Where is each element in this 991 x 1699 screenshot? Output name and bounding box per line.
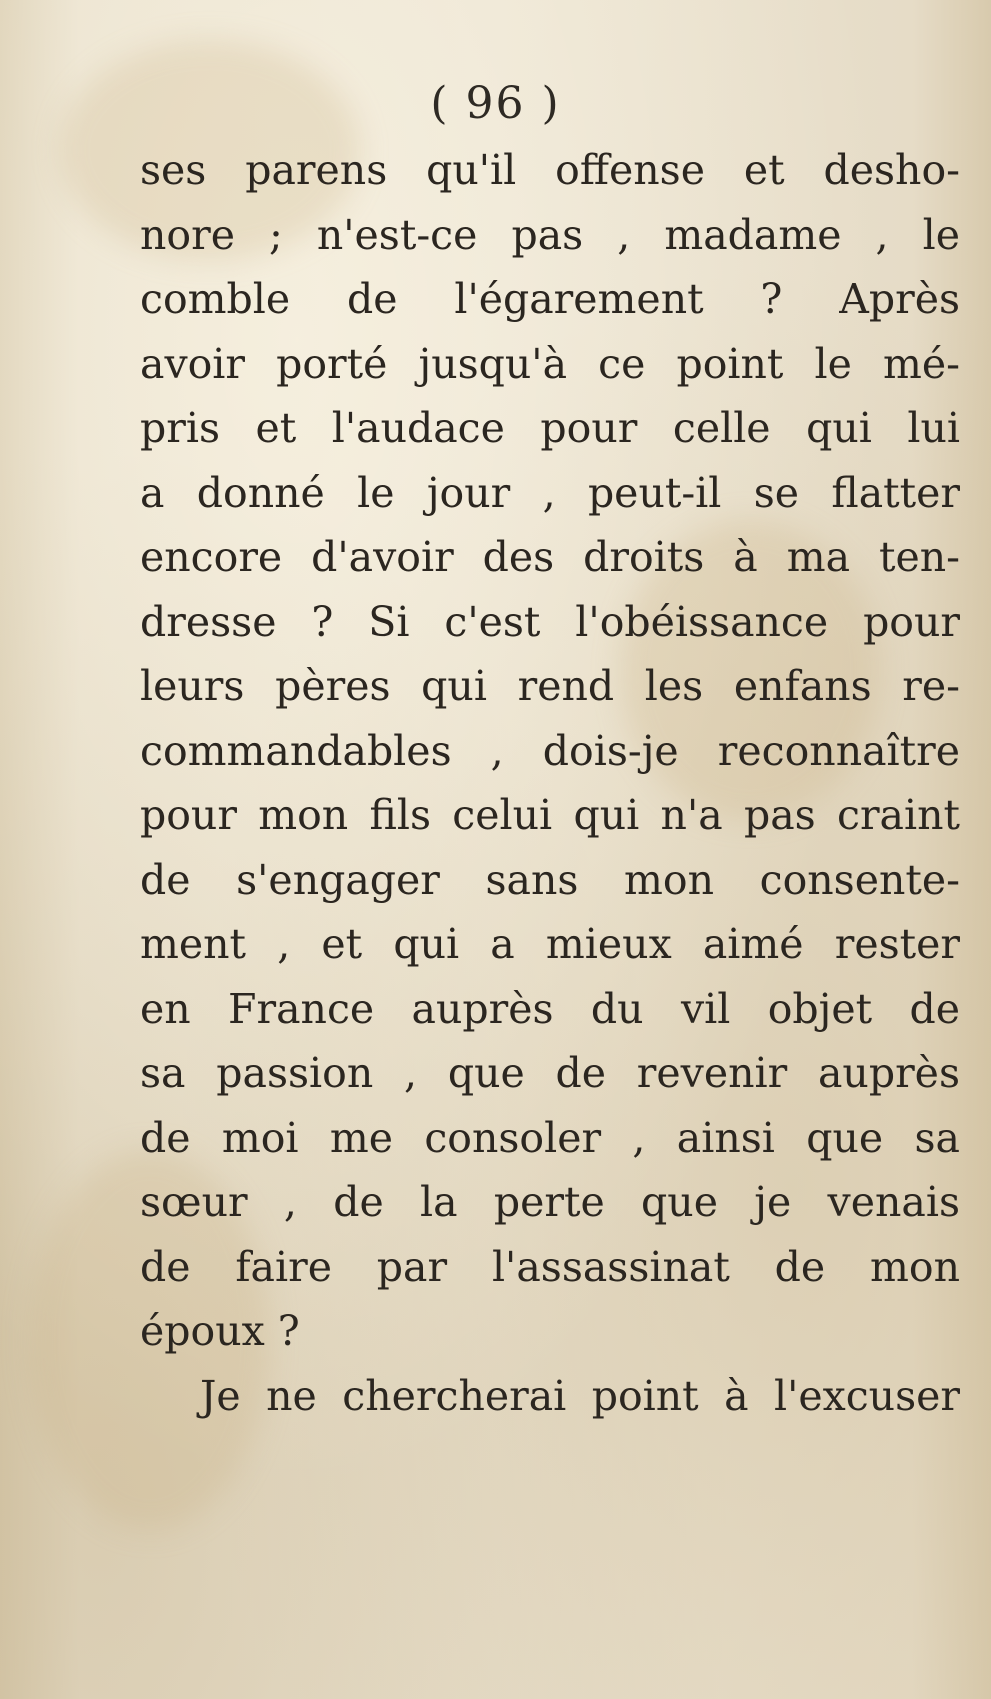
text-line: pris et l'audace pour celle qui lui xyxy=(140,404,960,452)
paragraph-start-line: Je ne chercherai point à l'excuser xyxy=(200,1371,960,1420)
text-line: leurs pères qui rend les enfans re- xyxy=(140,662,960,710)
text-line: comble de l'égarement ? Après xyxy=(140,275,960,323)
text-line: de moi me consoler , ainsi que sa xyxy=(140,1113,960,1162)
text-line: sœur , de la perte que je venais xyxy=(140,1178,960,1226)
text-line: pour mon fils celui qui n'a pas craint xyxy=(140,791,960,839)
text-line: dresse ? Si c'est l'obéissance pour xyxy=(140,597,960,646)
text-line: en France auprès du vil objet de xyxy=(140,984,960,1033)
text-line: de faire par l'assassinat de mon xyxy=(140,1242,960,1291)
text-line: encore d'avoir des droits à ma ten- xyxy=(140,533,960,581)
text-line: époux ? xyxy=(140,1307,300,1355)
text-line: a donné le jour , peut-il se flatter xyxy=(140,468,960,517)
text-line: ment , et qui a mieux aimé rester xyxy=(140,920,960,968)
text-line: nore ; n'est-ce pas , madame , le xyxy=(140,210,960,259)
text-line: commandables , dois-je reconnaître xyxy=(140,726,960,775)
text-line: de s'engager sans mon consente- xyxy=(140,855,960,904)
text-line: ses parens qu'il offense et desho- xyxy=(140,146,960,194)
text-line: avoir porté jusqu'à ce point le mé- xyxy=(140,339,960,388)
text-line: sa passion , que de revenir auprès xyxy=(140,1049,960,1097)
body-text xyxy=(140,138,960,1428)
page-number: ( 96 ) xyxy=(430,78,561,129)
